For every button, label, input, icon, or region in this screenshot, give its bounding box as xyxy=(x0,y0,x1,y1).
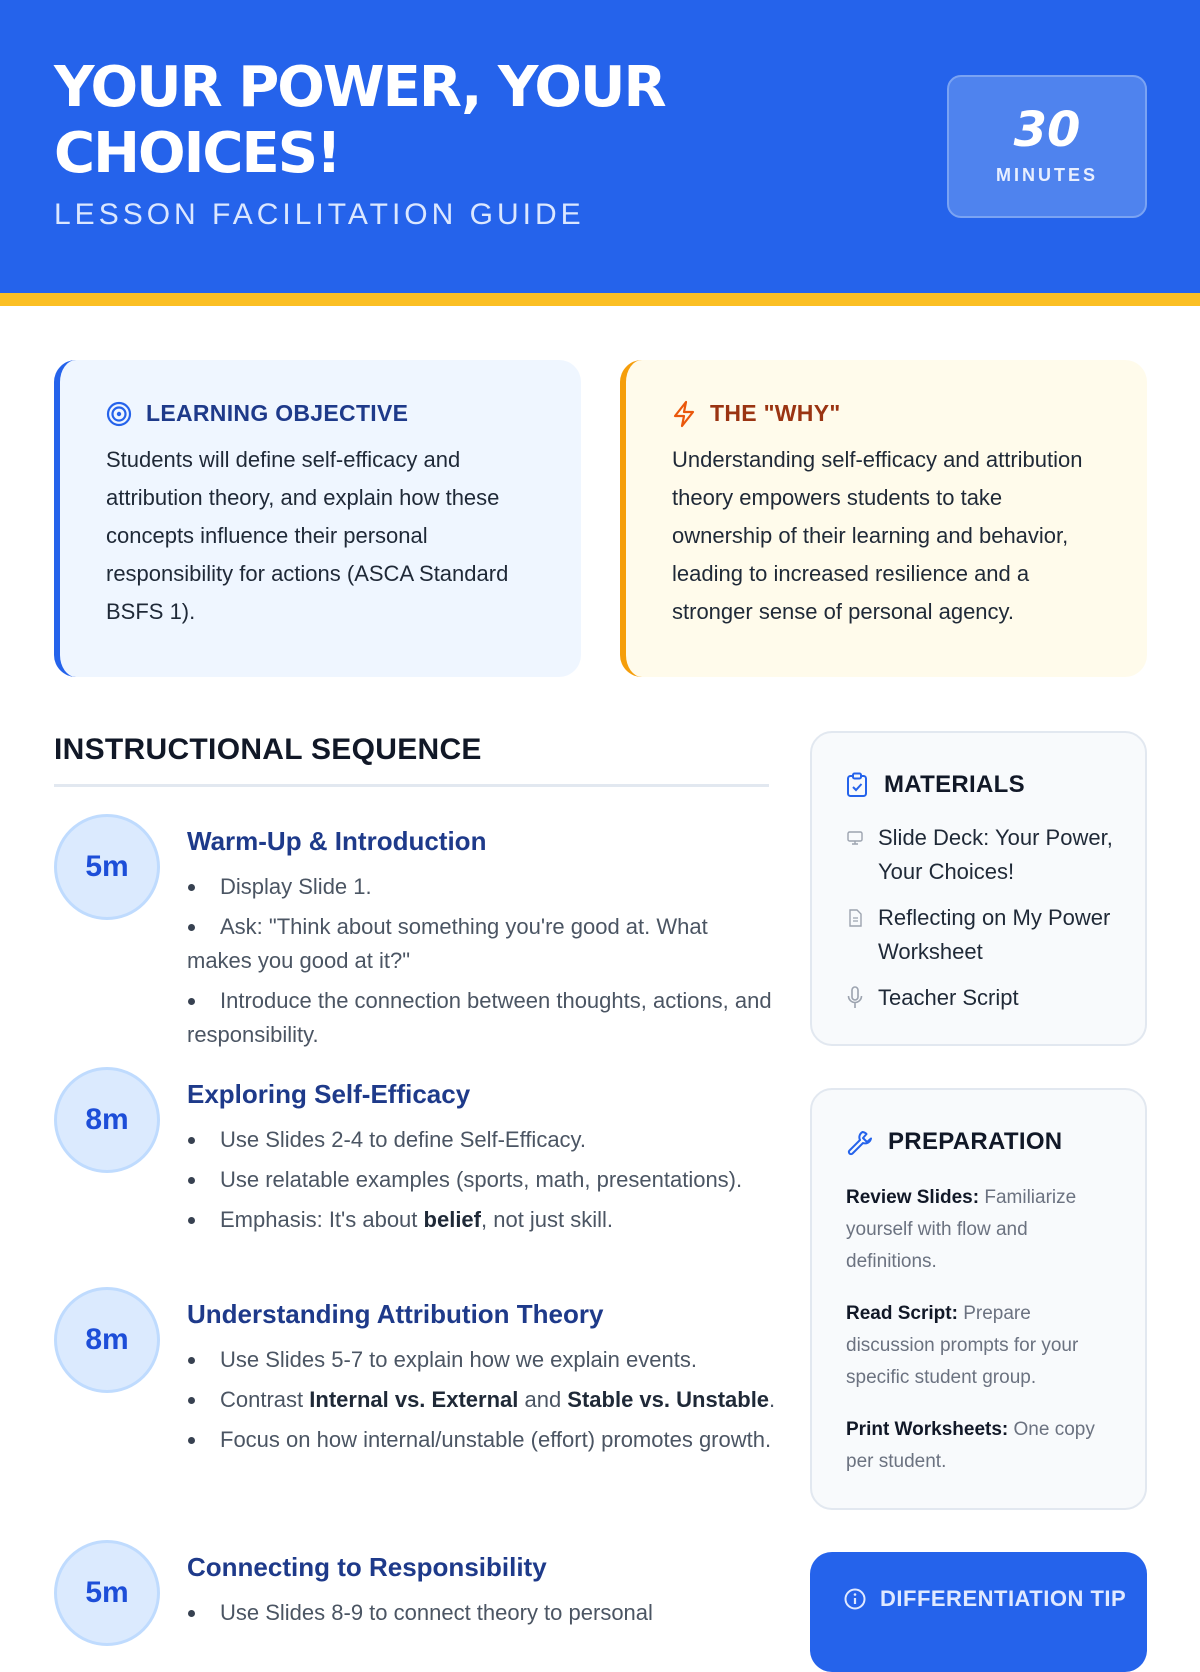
step-title: Warm-Up & Introduction xyxy=(187,826,487,856)
differentiation-tip-panel xyxy=(810,1552,1147,1672)
preparation-item-label: Review Slides: xyxy=(846,1187,980,1208)
learning-objective-text: Students will define self-efficacy and attribution theory, and explain how these concepts influence their personal responsibility for actions (ASCA Standard BSFS 1). xyxy=(106,447,509,624)
preparation-panel xyxy=(810,1088,1147,1510)
microphone-icon xyxy=(846,981,864,1015)
sequence-heading: INSTRUCTIONAL SEQUENCE xyxy=(54,733,482,766)
duration-value: 30 xyxy=(1013,102,1081,158)
step-bullet: Display Slide 1. xyxy=(187,870,777,904)
differentiation-tip-label: DIFFERENTIATION TIP xyxy=(880,1586,1127,1611)
preparation-item xyxy=(846,1414,1116,1478)
material-item xyxy=(846,821,1126,889)
step-bullet: Use relatable examples (sports, math, presentations). xyxy=(187,1163,777,1197)
step-time-badge: 8m xyxy=(54,1067,160,1173)
preparation-heading xyxy=(846,1128,1062,1156)
learning-objective-card xyxy=(54,360,581,677)
preparation-list xyxy=(846,1182,1116,1498)
material-label: Slide Deck: Your Power, Your Choices! xyxy=(878,825,1113,884)
clipboard-icon xyxy=(846,772,868,798)
preparation-item-text: Prepare discussion prompts for your specific student group. xyxy=(846,1303,1079,1388)
step-bullet: Contrast Internal vs. External and Stable vs. Unstable. xyxy=(187,1383,777,1417)
step-time-badge: 5m xyxy=(54,1540,160,1646)
step-time-badge: 5m xyxy=(54,814,160,920)
step-bullets xyxy=(187,1123,777,1243)
preparation-item-text: One copy per student. xyxy=(846,1419,1095,1472)
materials-heading xyxy=(846,771,1025,799)
step-title: Connecting to Responsibility xyxy=(187,1552,547,1582)
lightning-icon xyxy=(672,401,696,427)
preparation-item xyxy=(846,1182,1116,1278)
step-bullet: Introduce the connection between thoughts, actions, and responsibility. xyxy=(187,984,777,1052)
why-label: THE "WHY" xyxy=(710,400,841,426)
learning-objective-label: LEARNING OBJECTIVE xyxy=(146,400,409,426)
why-card xyxy=(620,360,1147,677)
step-bullet: Use Slides 2-4 to define Self-Efficacy. xyxy=(187,1123,777,1157)
step-bullet: Emphasis: It's about belief, not just skill. xyxy=(187,1203,777,1237)
duration-box xyxy=(947,75,1147,218)
page-subtitle: LESSON FACILITATION GUIDE xyxy=(54,198,585,231)
duration-unit: MINUTES xyxy=(996,165,1098,185)
preparation-item-text: Familiarize yourself with flow and definitions. xyxy=(846,1187,1077,1272)
step-bullets xyxy=(187,1343,777,1463)
step-title: Understanding Attribution Theory xyxy=(187,1299,604,1329)
monitor-icon xyxy=(846,821,864,855)
step-bullets xyxy=(187,1596,777,1636)
material-label: Teacher Script xyxy=(878,985,1019,1010)
material-label: Reflecting on My Power Worksheet xyxy=(878,905,1111,964)
step-title: Exploring Self-Efficacy xyxy=(187,1079,471,1109)
step-time-badge: 8m xyxy=(54,1287,160,1393)
header-accent-bar xyxy=(0,293,1200,306)
target-icon xyxy=(106,401,132,427)
materials-panel xyxy=(810,731,1147,1046)
material-item xyxy=(846,981,1126,1015)
step-bullets xyxy=(187,870,777,1058)
why-heading xyxy=(672,400,1105,427)
page-title: YOUR POWER, YOUR CHOICES! xyxy=(54,55,665,186)
step-bullet: Use Slides 5-7 to explain how we explain events. xyxy=(187,1343,777,1377)
differentiation-tip-heading xyxy=(844,1586,1126,1612)
step-bullet: Ask: "Think about something you're good at. What makes you good at it?" xyxy=(187,910,777,978)
preparation-label: PREPARATION xyxy=(888,1128,1063,1155)
preparation-item-label: Print Worksheets: xyxy=(846,1419,1009,1440)
preparation-item xyxy=(846,1298,1116,1394)
material-item xyxy=(846,901,1126,969)
materials-label: MATERIALS xyxy=(884,771,1025,798)
info-icon xyxy=(844,1588,866,1610)
step-bullet: Focus on how internal/unstable (effort) promotes growth. xyxy=(187,1423,777,1457)
header-banner xyxy=(0,0,1200,293)
materials-list xyxy=(846,821,1126,1027)
why-text: Understanding self-efficacy and attribution theory empowers students to take ownership of their learning and behavior, leading to increased resilience and a stronger sense of personal agency. xyxy=(672,447,1083,624)
step-bullet: Use Slides 8-9 to connect theory to personal xyxy=(187,1596,777,1630)
learning-objective-heading xyxy=(106,400,539,427)
preparation-item-label: Read Script: xyxy=(846,1303,958,1324)
wrench-icon xyxy=(846,1129,872,1155)
sequence-divider xyxy=(54,784,769,787)
document-icon xyxy=(846,901,864,935)
